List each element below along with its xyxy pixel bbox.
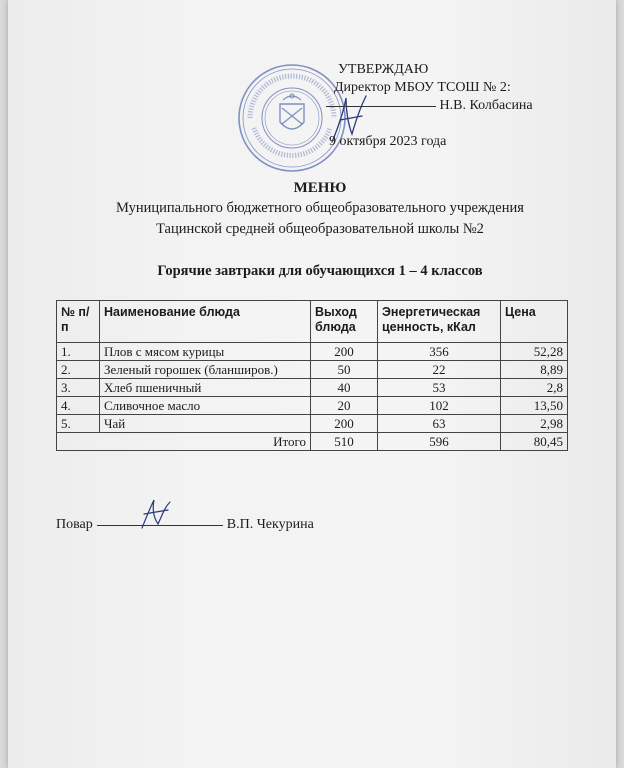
cell-energy: 53 (378, 379, 501, 397)
cell-energy: 22 (378, 361, 501, 379)
cell-yield: 50 (311, 361, 378, 379)
cell-energy: 356 (378, 343, 501, 361)
cook-signature-underline (97, 525, 223, 526)
cell-name: Чай (100, 415, 311, 433)
table-row (57, 343, 568, 361)
table-total-row (57, 433, 568, 451)
cell-name: Сливочное масло (100, 397, 311, 415)
header-name: Наименование блюда (100, 301, 311, 343)
table-row (57, 379, 568, 397)
cell-num: 1. (57, 343, 100, 361)
cell-price: 2,8 (501, 379, 568, 397)
organization-line-1: Муниципального бюджетного общеобразовательного учреждения (116, 200, 524, 216)
cell-num: 4. (57, 397, 100, 415)
cell-name: Зеленый горошек (бланширов.) (100, 361, 311, 379)
cook-label: Повар (56, 517, 93, 532)
table-row (57, 361, 568, 379)
total-price: 80,45 (501, 433, 568, 451)
cell-energy: 63 (378, 415, 501, 433)
approval-date: 9 октября 2023 года (329, 134, 447, 149)
header-num: № п/п (57, 301, 100, 343)
cell-num: 5. (57, 415, 100, 433)
header-price: Цена (501, 301, 568, 343)
total-yield: 510 (311, 433, 378, 451)
organization-line-2: Тацинской средней общеобразовательной школы №2 (156, 221, 484, 237)
cell-yield: 20 (311, 397, 378, 415)
total-energy: 596 (378, 433, 501, 451)
cook-line (56, 517, 314, 533)
approve-word: УТВЕРЖДАЮ (338, 62, 429, 77)
director-name: Н.В. Колбасина (439, 98, 533, 113)
cell-num: 2. (57, 361, 100, 379)
cell-price: 8,89 (501, 361, 568, 379)
header-energy: Энергетическая ценность, кКал (378, 301, 501, 343)
meal-title: Горячие завтраки для обучающихся 1 – 4 классов (157, 263, 483, 279)
cell-yield: 200 (311, 343, 378, 361)
cell-price: 13,50 (501, 397, 568, 415)
document-sheet (8, 0, 616, 768)
total-label: Итого (57, 433, 311, 451)
cook-name: В.П. Чекурина (226, 517, 314, 532)
cell-price: 52,28 (501, 343, 568, 361)
director-position: Директор МБОУ ТСОШ № 2: (334, 80, 511, 95)
cell-price: 2,98 (501, 415, 568, 433)
signature-underline (326, 106, 436, 107)
cell-name: Хлеб пшеничный (100, 379, 311, 397)
cell-energy: 102 (378, 397, 501, 415)
cell-name: Плов с мясом курицы (100, 343, 311, 361)
table-header-row (57, 301, 568, 343)
header-yield: Выход блюда (311, 301, 378, 343)
cell-yield: 200 (311, 415, 378, 433)
cell-num: 3. (57, 379, 100, 397)
table-row (57, 415, 568, 433)
cell-yield: 40 (311, 379, 378, 397)
director-signature-line (326, 96, 533, 116)
menu-table (56, 300, 568, 451)
menu-title: МЕНЮ (293, 180, 347, 196)
table-row (57, 397, 568, 415)
